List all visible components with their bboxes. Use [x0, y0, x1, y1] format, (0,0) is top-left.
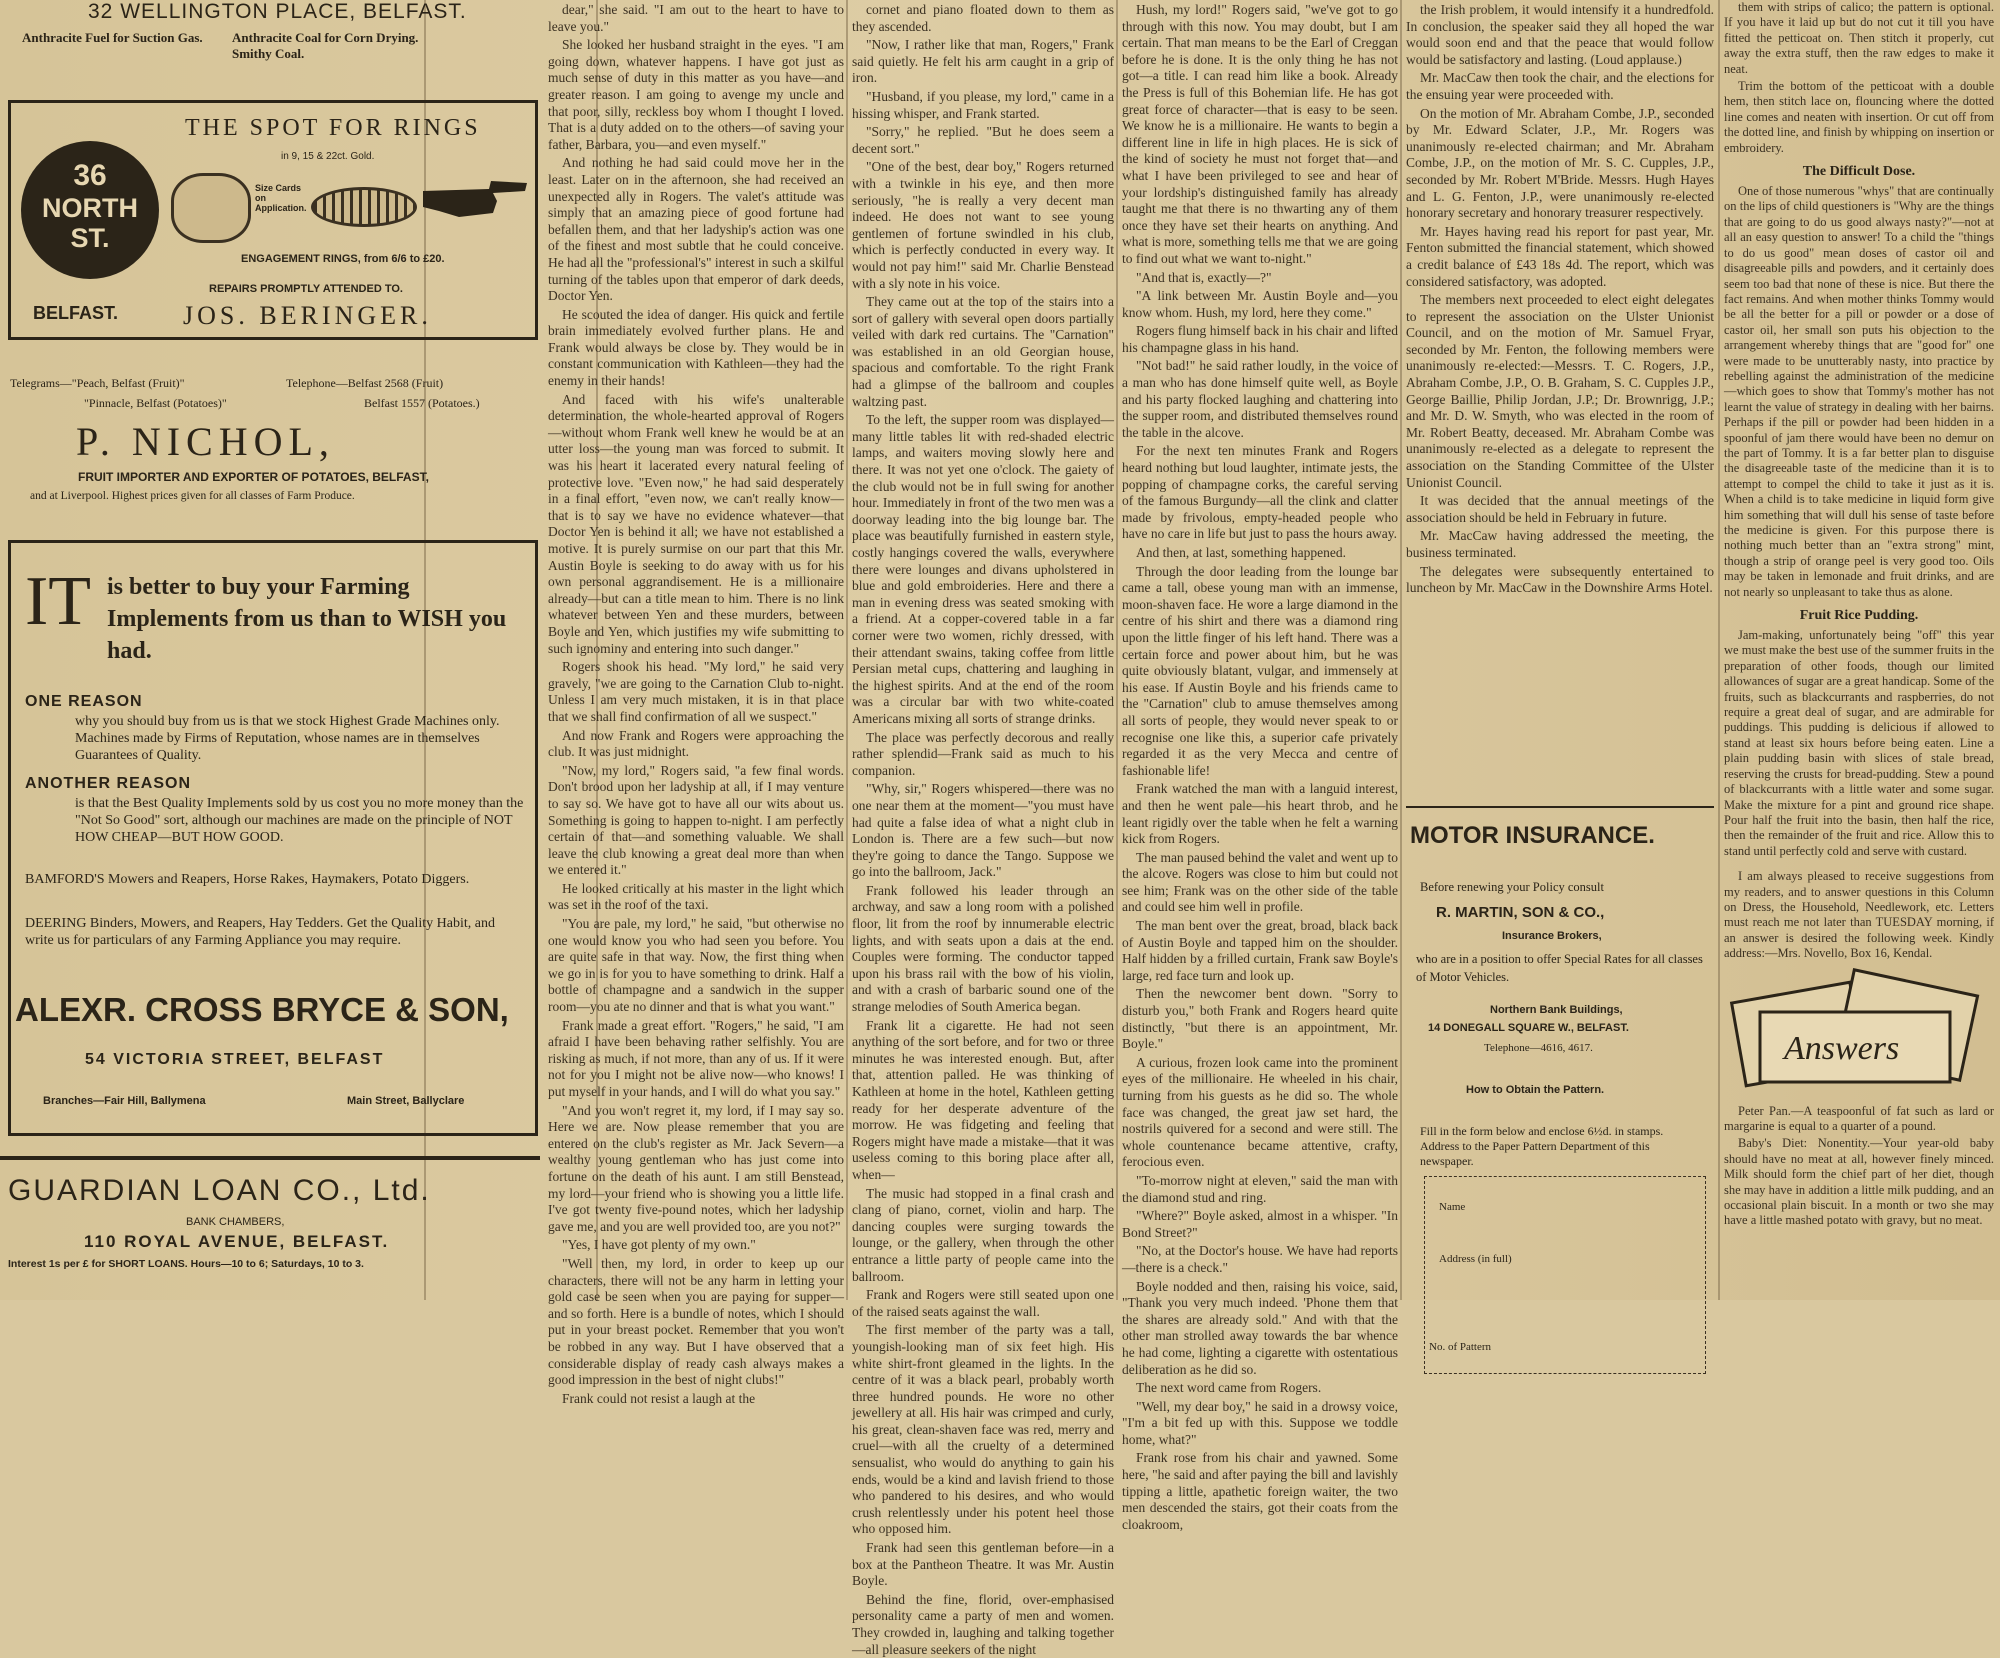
motor-insurance-ad — [1406, 806, 1714, 1108]
paragraph: the Irish problem, it would intensify it a hundredfold. In conclusion, the speaker said they all hoped the war would soon end and that the peace that would follow would be satisfactory and lasting. (Loud applause.) — [1406, 2, 1714, 67]
paragraph: And then, at last, something happened. — [1136, 545, 1346, 560]
rings-headline: THE SPOT FOR RINGS — [185, 115, 481, 141]
one-reason-text: why you should buy from us is that we stock Highest Grade Machines only. Machines made by Firms of Reputation, whose names are in themselves Guarantees of Quality. — [75, 714, 500, 763]
paragraph: "Husband, if you please, my lord," came in a hissing whisper, and Frank started. — [852, 88, 1114, 121]
paragraph: To the left, the supper room was displayed—many little tables lit with red-shaded electric lamps, and waiters moving slowly here and there. It was not yet one o'clock. The gaiety of the club would not be in full swing for another hour. Immediately in front of the two men was a doorway leading into the big lounge bar. The place was beautifully furnished in eastern style, costly hangings covered the walls, everywhere there were lounges and divans upholstered in blue and gold embroideries. Here and there a man in evening dress was seated smoking with a friend. At a copper-covered table in a far corner were two women, richly dressed, with their attendant swains, taking coffee from little Persian metal cups, chattering and laughing in the highest spirits. And at the end of the room was a circular bar with two white-coated Americans mixing all sorts of strange drinks. — [852, 412, 1114, 726]
paragraph: Frank made a great effort. "Rogers," he said, "I am afraid I have been behaving rather selfishly. You are risking as much, if not more, than any of us. If it were not for you I might not be alive now—who knows! I put myself in your hands, and I will do what you say." — [548, 1017, 844, 1099]
household-intro — [1724, 0, 1994, 156]
paragraph: Frank rose from his chair and yawned. Some here, "he said and after paying the bill and lavishly tipping a little, apathetic foreign waiter, the two men descended the stairs, got their coats from the cloakroom, — [1122, 1450, 1398, 1532]
paragraph: Behind the fine, florid, over-emphasised personality came a party of men and women. They crowded in, laughing and talking together—all pleasure seekers of the night — [852, 1591, 1114, 1657]
motor-headline: MOTOR INSURANCE. — [1410, 822, 1655, 849]
household-column — [1724, 0, 1994, 1300]
paragraph: "Yes, I have got plenty of my own." — [562, 1237, 756, 1253]
paragraph: He scouted the idea of danger. His quick and fertile brain immediately evolved further plans. He and Frank would always be close by. They would be in constant communication with Kathleen—they had the enemy in their hands! — [548, 306, 844, 389]
column-rule — [1400, 0, 1402, 1300]
paragraph: Jam-making, unfortunately being "off" this year we must make the best use of the summer fruits in the preparation of other foods, though our limited allowances of sugar are a great handicap. Some of the fruits, such as blackcurrants and raspberries, do not require a great deal of sugar, and are admirable for puddings. This pudding is delicious if allowed to stand at least six hours before being eaten. Line a plain pudding basin with slices of stale bread, reserving the crusts for bread-pudding. Stew a pound of blackcurrants with a little water and some sugar. Make the mixture for a pint and ground rice shape. Pour half the fruit into the basin, then half the rice, then the remainder of the fruit and rice. Allow this to stand until perfectly cold and serve with custard. — [1724, 628, 1994, 858]
paragraph: "A link between Mr. Austin Boyle and—you know whom. Hush, my lord, here they come." — [1122, 288, 1398, 320]
rings-ad — [8, 100, 538, 340]
paragraph: Frank watched the man with a languid interest, and then he went pale—his heart throb, and he leant rigidly over the table when he felt a warning kick from Rogers. — [1122, 781, 1398, 847]
ads-column — [0, 0, 540, 1300]
pattern-number-field[interactable]: No. of Pattern — [1429, 1341, 1492, 1353]
guardian-terms: Interest 1s per £ for SHORT LOANS. Hours—10 to 6; Saturdays, 10 to 3. — [8, 1258, 364, 1270]
paragraph: And nothing he had said could move her in the least. Later on in the afternoon, she had received an unexpected ally in Rogers. The valet's attitude was simply that an amazing piece of good fortune had befallen them, and that her ladyship's action was one of the finest and most subtle that he could conceive. He had all the "professional's" interest in such a skilful turning of the tables upon that emperor of dark deeds, Doctor Yen. — [548, 155, 844, 304]
paragraph: Boyle nodded and then, raising his voice, said, "Thank you very much indeed. 'Phone them that the shares are already sold." And with that the other man strolled away towards the bar whence he had come, lighting a cigarette with ostentatious deliberation as he did so. — [1122, 1278, 1398, 1377]
paragraph: "Now, I rather like that man, Rogers," Frank said quietly. He felt his arm caught in a grip of iron. — [852, 37, 1114, 86]
answers-illustration — [1724, 968, 1986, 1098]
cross-branches: Branches—Fair Hill, Ballymena — [43, 1095, 206, 1107]
story-column-3 — [1122, 0, 1398, 1532]
paragraph: Mr. MacCaw having addressed the meeting, the business terminated. — [1406, 528, 1714, 560]
paragraph: One of those numerous "whys" that are continually on the lips of child questioners is "Why are the things that are going to do us good always nasty?"—not at all an easy question to answer! To a child the "things to do us good" mean doses of castor oil and disagreeable pills and powders, and it certainly does seem too bad that none of these is nice. But there the fact remains. And when mother thinks Tommy would be all the better for a pill or powder or a dose of castor oil, her small son puts his objection to the arrangement whereby things that are "good for" one were made to be unutterably nasty, into practice by rebelling against the administration of the medicine—which goes to show that Tommy's mother has not learnt the value of strategy in dealing with her bairns. Perhaps if the pill or powder had been hidden in a spoonful of jam there would have been no demur on the part of Tommy. It is a far better plan to disguise the disagreeable taste of the medicine than it is to attempt to compel the child to take it just as it is. When a child is to take medicine in liquid form give him something that will dull his sense of taste before the medicine is given. For this purpose there is nothing much better than an "extra strong" mint, though a strip of orange peel is very good too. Oils may be taken in lemonade and fruit drinks, and are not nearly so unpleasant to take thus as alone. — [1724, 184, 1994, 599]
badge-st: ST. — [70, 223, 110, 253]
cross-address: 54 VICTORIA STREET, BELFAST — [85, 1051, 385, 1068]
paragraph: He looked critically at his master in the light which was set in the roof of the taxi. — [548, 880, 844, 913]
difficult-dose-title: The Difficult Dose. — [1802, 164, 1916, 180]
paragraph: Mr. Hayes having read his report for past year, Mr. Fenton submitted the financial statement, which showed a credit balance of £43 18s 4d. The report, which was considered satisfactory, was adopted. — [1406, 223, 1714, 289]
paragraph: And now Frank and Rogers were approaching the club. It was just midnight. — [548, 727, 844, 760]
rings-gold: in 9, 15 & 22ct. Gold. — [281, 151, 375, 162]
guardian-address: 110 ROYAL AVENUE, BELFAST. — [84, 1232, 390, 1251]
paragraph: "Well then, my lord, in order to keep up our characters, there will not be any harm in letting your gold case be seen when you are paying for supper—and so forth. Here is a bundle of notes, which I should put in your breast pocket. Remember that you won't be robbed in any way. But I have observed that a considerable display of ready cash always makes a good impression in the best of night clubs!" — [548, 1255, 844, 1388]
paragraph: Mr. MacCaw then took the chair, and the elections for the ensuing year were proceeded with. — [1406, 70, 1714, 102]
story-column-2 — [852, 0, 1114, 1657]
paragraph: Baby's Diet: Nonentity.—Your year-old baby should have no meat at all, however finely minced. Milk should form the chief part of her diet, though she may have in addition a little milk pudding, and an occasional plain biscuit. In a month or two she may have a little mashed potato with gravy, but no meat. — [1724, 1136, 1994, 1228]
pattern-coupon — [1406, 1074, 1714, 1353]
badge-street: NORTH — [42, 193, 138, 223]
paragraph: Rogers shook his head. "My lord," he said very gravely, "we are going to the Carnation Club to-night. Unless I am very much mistaken, it is in that place that we shall find confirmation of all we suspect." — [548, 659, 844, 724]
nichol-trade: FRUIT IMPORTER AND EXPORTER OF POTATOES, BELFAST, — [78, 470, 429, 484]
guardian-loan-ad — [0, 1156, 540, 1300]
nichol-phone-2: Belfast 1557 (Potatoes.) — [364, 396, 480, 410]
paragraph: "You are pale, my lord," he said, "but otherwise no one would know you who had seen you before. You are quite safe in that way. Now, the first thing when we go in is for you to have something to drink. Half a bottle of champagne and a sandwich in the supper room—you ate no dinner and that is what you want." — [548, 916, 844, 1015]
paragraph: The first member of the party was a tall, youngish-looking man of six feet high. His white shirt-front gleamed in the lights. In the centre of it was a black pearl, probably worth three hundred pounds. He wore no other jewellery at all. His hair was crimped and curly, his great, clean-shaven face was red, merry and cruel—with all the cruelty of a determined sensualist, who would do anything to gain his ends, would be a kind and lavish friend to those who pandered to his desires, and who would crush relentlessly under his potent heel those who opposed him. — [852, 1322, 1114, 1537]
paragraph: "No, at the Doctor's house. We have had reports—there is a check." — [1122, 1243, 1398, 1275]
paragraph: The place was perfectly decorous and really rather splendid—Frank said as much to his companion. — [852, 729, 1114, 778]
cross-name: ALEXR. CROSS BRYCE & SON, — [15, 991, 509, 1028]
paragraph: Then the newcomer bent down. "Sorry to disturb you," both Frank and Rogers heard quite distinctly, "but there is an appointment, Mr. Boyle." — [1122, 986, 1398, 1052]
paragraph: Rogers flung himself back in his chair and lifted his champagne glass in his hand. — [1122, 323, 1398, 355]
paragraph: The man paused behind the valet and went up to the alcove. Rogers was close to him but could not see him; Frank was on the other side of the table and could see him well in profile. — [1122, 849, 1398, 915]
paragraph: dear," she said. "I am out to the heart to have to leave you." — [548, 2, 844, 34]
wellington-line2: Anthracite Coal for Corn Drying. — [232, 30, 419, 45]
paragraph: The members next proceeded to elect eight delegates to represent the association on the Ulster Unionist Council, and on the motion of Mr. Samuel Fryar, seconded by Mr. Fenton, the following members were unanimously re-elected:—Messrs. T. C. Rogers, J.P., Abraham Combe, J.P., O. B. Graham, S. C. Cupples J.P., George Baillie, Philip Jordan, J.P.; Dr. Brownrigg, J.P.; and Mr. D. W. Smyth, who was elected in the room of Mr. Robert Beatty, deceased. Mr. Abraham Combe was unanimously re-elected as a delegate to represent the association on the Standing Committee of the Ulster Unionist Council. — [1406, 292, 1714, 490]
nichol-liverpool: and at Liverpool. Highest prices given for all classes of Farm Produce. — [30, 490, 355, 502]
pattern-address-field[interactable]: Address (in full) — [1439, 1253, 1512, 1265]
column-rule — [846, 0, 848, 1300]
paragraph: Frank lit a cigarette. He had not seen anything of the sort before, and for two or three minutes he was interested enough. But, after that, attention palled. He was thinking of Kathleen at home in the hotel, Kathleen getting ready for her desperate adventure of the morrow. He was fidgeting and feeling that Rogers might have made a mistake—that it was useless coming to this boring place after all, when— — [852, 1017, 1114, 1182]
one-reason-title: ONE REASON — [25, 693, 143, 710]
cross-main: Main Street, Ballyclare — [347, 1095, 465, 1107]
bamford-text: BAMFORD'S Mowers and Reapers, Horse Rakes, Haymakers, Potato Diggers. — [25, 872, 470, 887]
motor-bank: Northern Bank Buildings, — [1490, 1004, 1623, 1016]
meeting-column — [1406, 0, 1714, 1353]
deering-text: DEERING Binders, Mowers, and Reapers, Hay Tedders. Get the Quality Habit, and write us for particulars of any Farming Appliance you may require. — [25, 916, 495, 948]
paragraph: They came out at the top of the stairs into a sort of gallery with several open doors partially veiled with dark red curtains. The "Carnation" was established in an old Georgian house, spacious and comfortable. To the right Frank had a glimpse of the ballroom and couples waltzing past. — [852, 294, 1114, 409]
paragraph: "Well, my dear boy," he said in a drowsy voice, "I'm a bit fed up with this. Suppose we toddle home, what?" — [1122, 1398, 1398, 1447]
paragraph: It was decided that the annual meetings of the association should be held in February in future. — [1406, 493, 1714, 525]
repairs: REPAIRS PROMPTLY ATTENDED TO. — [209, 283, 403, 295]
paragraph: The next word came from Rogers. — [1136, 1380, 1322, 1396]
paragraph: "One of the best, dear boy," Rogers returned with a twinkle in his eye, and then more seriously, "he is really a very decent man indeed. He does not want to see young gentlemen of fortune swindled in his club, which is perfectly conducted in every way. It would not pay him!" said Mr. Charlie Benstead with a sly note in his voice. — [852, 159, 1114, 291]
pattern-form[interactable] — [1424, 1176, 1706, 1374]
column-rule — [1718, 0, 1720, 1300]
size-cards: Size Cards on Application. — [255, 183, 307, 213]
nichol-telegrams: Telegrams—"Peach, Belfast (Fruit)" — [10, 376, 185, 390]
another-reason-title: ANOTHER REASON — [25, 775, 192, 792]
cross-bryce-ad — [8, 540, 538, 1136]
pointing-hand-icon — [419, 169, 531, 227]
paragraph: "Sorry," he replied. "But he does seem a decent sort." — [852, 124, 1114, 156]
paragraph: Frank and Rogers were still seated upon one of the raised seats against the wall. — [852, 1287, 1114, 1319]
wellington-address: 32 WELLINGTON PLACE, BELFAST. — [88, 0, 467, 23]
paragraph: For the next ten minutes Frank and Rogers heard nothing but loud laughter, intimate jests, the popping of champagne corks, the careful serving of the famous Burgundy—all the clink and clatter made by frivolous, empty-headed people who have no care in life but just to pass the hours away. — [1122, 443, 1398, 542]
nichol-phone: Telephone—Belfast 2568 (Fruit) — [286, 376, 444, 390]
paragraph: "Now, my lord," Rogers said, "a few final words. Don't brood upon her ladyship at all, if I may venture to say so. We have got to have all our wits about us. Something is going to happen to-night. I am perfectly certain of that—and something valuable. We shall leave the club knowing a great deal more than when we entered it." — [548, 762, 844, 878]
rice-pudding-text — [1724, 628, 1994, 859]
paragraph: And faced with his wife's unalterable determination, the whole-hearted approval of Rogers—without whom Frank well knew he would be at an utter loss—the young man was forced to submit. It was his heart it lacerated every natural feeling of protective love. "Even now," he had said desperately in a final effort, "even now, we can't really know—that is to say we have no evidence whatever—that Doctor Yen is behind it all; we have not established a motive. It is purely surmise on our part that this Mr. Austin Boyle is seeking to do away with us for his own personal aggrandisement. He is a millionaire already—but can a title mean to him. There is no link whatever between Yen and these murders, between Boyle and Yen, which justifies my wife submitting to such ignominy and entering into such danger." — [548, 391, 844, 656]
rings-city: BELFAST. — [33, 303, 119, 323]
paragraph: Frank followed his leader through an archway, and saw a long room with a polished floor, lit from the roof by innumerable electric lights, and with seats upon a dais at the end. Couples were forming. The conductor tapped upon his brass rail with the bow of his violin, and with a crash of barbaric sound one of the strange melodies of South America began. — [852, 882, 1114, 1015]
answers-label: Answers — [1784, 1029, 1900, 1067]
paragraph: Frank could not resist a laugh at the — [562, 1390, 756, 1406]
beringer-name: JOS. BERINGER. — [183, 301, 432, 330]
motor-name: R. MARTIN, SON & CO., — [1436, 904, 1605, 921]
it-headline: IT — [25, 563, 92, 640]
paragraph: Through the door leading from the lounge bar came a tall, obese young man with an immense, moon-shaven face. He wore a large diamond in the centre of his shirt and there was a diamond ring upon the little finger of his left hand. There was a certain force and power about him, but he was quite obviously blatant, vulgar, and immensely at his ease. If Austin Boyle and his friends came to the "Carnation" club to amuse themselves among all sorts of people, they would never speak to or recognise one like this, a superior cafe privately regarded it as the very Mecca and centre of fashionable life! — [1122, 563, 1398, 778]
answers-text — [1724, 1104, 1994, 1229]
paragraph: A curious, frozen look came into the prominent eyes of the millionaire. He wheeled in his chair, turning from his guests as he did so. The whole face was changed, the great jaw set hard, the nostrils quivered for a second and were still. The whole countenance became attentive, crafty, ferocious even. — [1122, 1054, 1398, 1170]
cross-headline: is better to buy your Farming Implements from us than to WISH you had. — [107, 574, 507, 664]
answers-intro-text: I am always pleased to receive suggestions from my readers, and to answer questions in this Column on Dress, the Household, Needlework, etc. Letters must reach me not later than TUESDAY morning, if an answer is desired the following week. Kindly address:—Mrs. Novello, Box 16, Kendal. — [1724, 869, 1994, 961]
pattern-title: How to Obtain the Pattern. — [1466, 1084, 1605, 1096]
answers-intro — [1724, 869, 1994, 961]
rice-pudding-title: Fruit Rice Pudding. — [1799, 608, 1919, 624]
paragraph: The man bent over the great, broad, black back of Austin Boyle and tapped him on the shoulder. Half hidden by a frilled curtain, Frank saw Boyle's large, red face turn and look up. — [1122, 918, 1398, 983]
guardian-chambers: BANK CHAMBERS, — [186, 1216, 285, 1228]
motor-address: 14 DONEGALL SQUARE W., BELFAST. — [1428, 1022, 1629, 1034]
wellington-line3: Smithy Coal. — [232, 46, 305, 61]
story-column-1 — [548, 0, 844, 1406]
paragraph: cornet and piano floated down to them as they ascended. — [852, 2, 1114, 34]
wellington-line1: Anthracite Fuel for Suction Gas. — [22, 30, 203, 45]
paragraph: them with strips of calico; the pattern is optional. If you have it laid up but do not cut it till you have fitted the petticoat on. Then stitch it properly, cut away the extra stuff, then the raw edges to make it neat. — [1724, 0, 1994, 76]
paragraph: "And that is, exactly—?" — [1136, 269, 1272, 285]
paragraph: "And you won't regret it, my lord, if I may say so. Here we are. Now please remember that you are entered on the club's register as Mr. Jack Severn—a wealthy young gentleman who has just come into fortune on the death of his aunt. I am still Benstead, my lord—your friend who is showing you a little life. I've got twenty five-pound notes, which her ladyship gave me, and you are well provided too, are you not?" — [548, 1102, 844, 1234]
difficult-dose-text — [1724, 184, 1994, 600]
paragraph: Trim the bottom of the petticoat with a double hem, then stitch lace on, flouncing where the dotted line comes and neaten with insertion. Or cut off from the dotted line, and finish by whipping on insertion or embroidery. — [1724, 79, 1994, 155]
paragraph: She looked her husband straight in the eyes. "I am going down, whatever happens. I have got just as much sense of duty in this matter as you have—and greater reason. I am going to avenge my uncle and that poor, silly, reckless boy whom I thought I loved. That is a duty added on to the others—of saving your father, Barbara, you—and even myself." — [548, 37, 844, 152]
engagement-rings: ENGAGEMENT RINGS, from 6/6 to £20. — [241, 253, 445, 265]
paragraph: The delegates were subsequently entertained to luncheon by Mr. MacCaw in the Downshire Arms Hotel. — [1406, 563, 1714, 596]
motor-before: Before renewing your Policy consult — [1420, 880, 1604, 894]
nichol-name: P. NICHOL, — [76, 419, 335, 464]
paragraph: "To-morrow night at eleven," said the man with the diamond stud and ring. — [1122, 1172, 1398, 1205]
paragraph: Peter Pan.—A teaspoonful of fat such as lard or margarine is equal to a quarter of a pound. — [1724, 1103, 1994, 1133]
pattern-name-field[interactable]: Name — [1439, 1201, 1466, 1213]
paragraph: "Not bad!" he said rather loudly, in the voice of a man who has done himself quite well, as Boyle and his party flocked laughing and chattering into the supper room, and distributed themselves round the table in the alcove. — [1122, 358, 1398, 440]
column-rule — [1116, 0, 1118, 1300]
meeting-report — [1406, 2, 1714, 802]
motor-role: Insurance Brokers, — [1502, 930, 1602, 942]
paragraph: The music had stopped in a final crash and clang of piano, cornet, violin and harp. The dancing couples were surging towards the lounge, or the gallery, when through the other entrance a little party of people came into the ballroom. — [852, 1185, 1114, 1284]
paragraph: Hush, my lord!" Rogers said, "we've got to go through with this now. You may doubt, but I am certain. That man means to be the Earl of Creggan before he is done. It is the only thing he has not got—a title. I can read him like a book. Already the Press is full of this Bohemian life. He has got great force of character—that is easy to be seen. We know he is a millionaire. He wants to begin a different line in life in high places. He is sick of the kind of society he must not forget that—and what I have been privileged to see and hear of your lordship's distinguished family has already taught me that there is no thwarting any of them once they have set their hearts on anything. And what is more, something tells me that we are going to find out what we want to-night." — [1122, 2, 1398, 266]
badge-number: 36 — [73, 159, 107, 192]
ring-icon — [171, 173, 251, 243]
paragraph: Frank had seen this gentleman before—in a box at the Pantheon Theatre. It was Mr. Austin Boyle. — [852, 1540, 1114, 1589]
another-reason-text: is that the Best Quality Implements sold by us cost you no more money than the "Not So Good" sort, although our machines are made on the principle of NOT HOW CHEAP—BUT HOW GOOD. — [75, 796, 524, 845]
pattern-text: Fill in the form below and enclose 6½d. in stamps. Address to the Paper Pattern Department of this newspaper. — [1420, 1124, 1664, 1168]
motor-tel: Telephone—4616, 4617. — [1484, 1042, 1593, 1054]
paragraph: On the motion of Mr. Abraham Combe, J.P., seconded by Mr. Edward Sclater, J.P., Mr. Rogers was unanimously re-elected chairman; and Mr. Abraham Combe, J.P., on the motion of Mr. S. C. Cupples, J.P., seconded by Mr. Robert M'Bride. Messrs. Hugh Hayes and L. G. Fenton, J.P., were unanimously re-elected honorary secretary and honorary treasurer respectively. — [1406, 105, 1714, 221]
nichol-telegrams-2: "Pinnacle, Belfast (Potatoes)" — [84, 396, 227, 410]
paragraph: "Why, sir," Rogers whispered—there was no one near them at the moment—"you must have had quite a false idea of what a night club in London is. There are a few such—but now they're going to dance the Tango. Suppose we go into the ballroom, Jack." — [852, 781, 1114, 880]
motor-pos: who are in a position to offer Special Rates for all classes of Motor Vehicles. — [1416, 952, 1703, 984]
north-st-badge — [21, 141, 159, 279]
paragraph: "Where?" Boyle asked, almost in a whisper. "In Bond Street?" — [1122, 1208, 1398, 1240]
ring-band-icon — [311, 187, 417, 227]
guardian-name: GUARDIAN LOAN CO., Ltd. — [8, 1174, 431, 1207]
